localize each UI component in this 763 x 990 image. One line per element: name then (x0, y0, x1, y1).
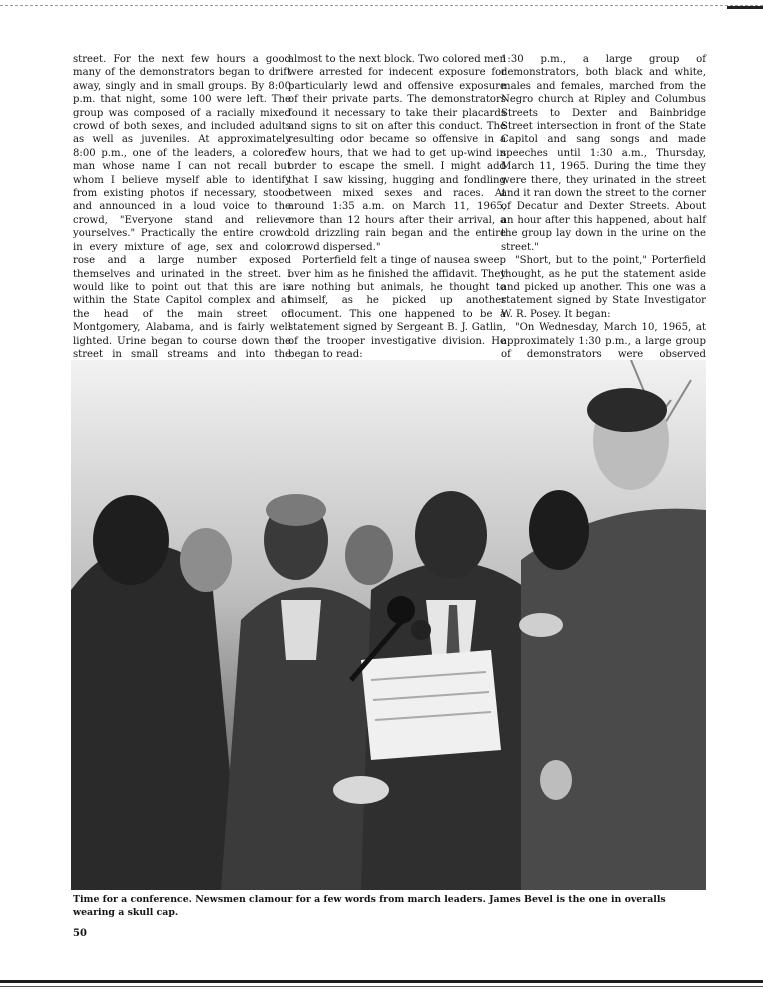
press-conference-photo (71, 360, 706, 890)
page-number: 50 (73, 928, 87, 939)
photo-illustration (71, 360, 706, 890)
article-paragraph: almost to the next block. Two colored men were arrested for indecent exposure for particularly lewd and offensive exposure of their private parts. The demonstrators found it necessary to take their placards and signs to sit on after this conduct. The resulting odor became so offensive in a few hours, that we had to get up-wind in order to escape the smell. I might add that I saw kissing, hugging and fondling between mixed sexes and races. At around 1:35 a.m. on March 11, 1965, more than 12 hours after their arrival, a cold drizzling rain began and the entire crowd dispersed." (288, 54, 506, 253)
article-column-3 (501, 53, 706, 388)
article-column-1 (73, 53, 291, 375)
bottom-border-rule (0, 980, 763, 983)
article-column-2 (288, 53, 506, 375)
photo-caption: Time for a conference. Newsmen clamour for a few words from march leaders. James Bevel is the one in overalls wearing a skull cap. (73, 894, 666, 918)
article-paragraph: street. For the next few hours a good many of the demonstrators began to drift away, singly and in small groups. By 8:00 p.m. that night, some 100 were left. The group was composed of a racially mixed crowd of both sexes, and included adults as well as juveniles. At approximately 8:00 p.m., one of the leaders, a colored man whose name I can not recall but whom I believe myself able to identify from existing photos if necessary, stood and announced in a loud voice to the crowd, "Everyone stand and relieve yourselves." Practically the entire crowd in every mixture of age, sex and color rose and a large number exposed themselves and urinated in the street. I would like to point out that this are is within the State Capitol complex and at the head of the main street of Montgomery, Alabama, and is fairly well lighted. Urine began to course down the street in small streams and into the (73, 54, 291, 360)
corner-mark (727, 6, 763, 9)
bottom-border-rule-thin (0, 986, 763, 987)
top-border-rule (0, 5, 763, 6)
article-paragraph: 1:30 p.m., a large group of demonstrators, both black and white, males and females, marched from the Negro church at Ripley and Columbus Streets to Dexter and Bainbridge Street intersection in front of the State Capitol and sang songs and made speeches until 1:30 a.m., Thursday, March 11, 1965. During the time they were there, they urinated in the street and it ran down the street to the corner of Decatur and Dexter Streets. About an hour after this happened, about half the group lay down in the urine on the street." (501, 54, 706, 253)
article-paragraph: "Short, but to the point," Porterfield thought, as he put the statement aside and picked up another. This one was a statement signed by State Investigator W. R. Posey. It began: (501, 255, 706, 320)
article-paragraph: "On Wednesday, March 10, 1965, at approximately 1:30 p.m., a large group of demonstrators were observed (501, 322, 706, 360)
article-paragraph: Porterfield felt a tinge of nausea sweep over him as he finished the affidavit. They are nothing but animals, he thought to himself, as he picked up another document. This one happened to be a statement signed by Sergeant B. J. Gatlin, of the trooper investigative division. He began to read: (288, 255, 506, 360)
